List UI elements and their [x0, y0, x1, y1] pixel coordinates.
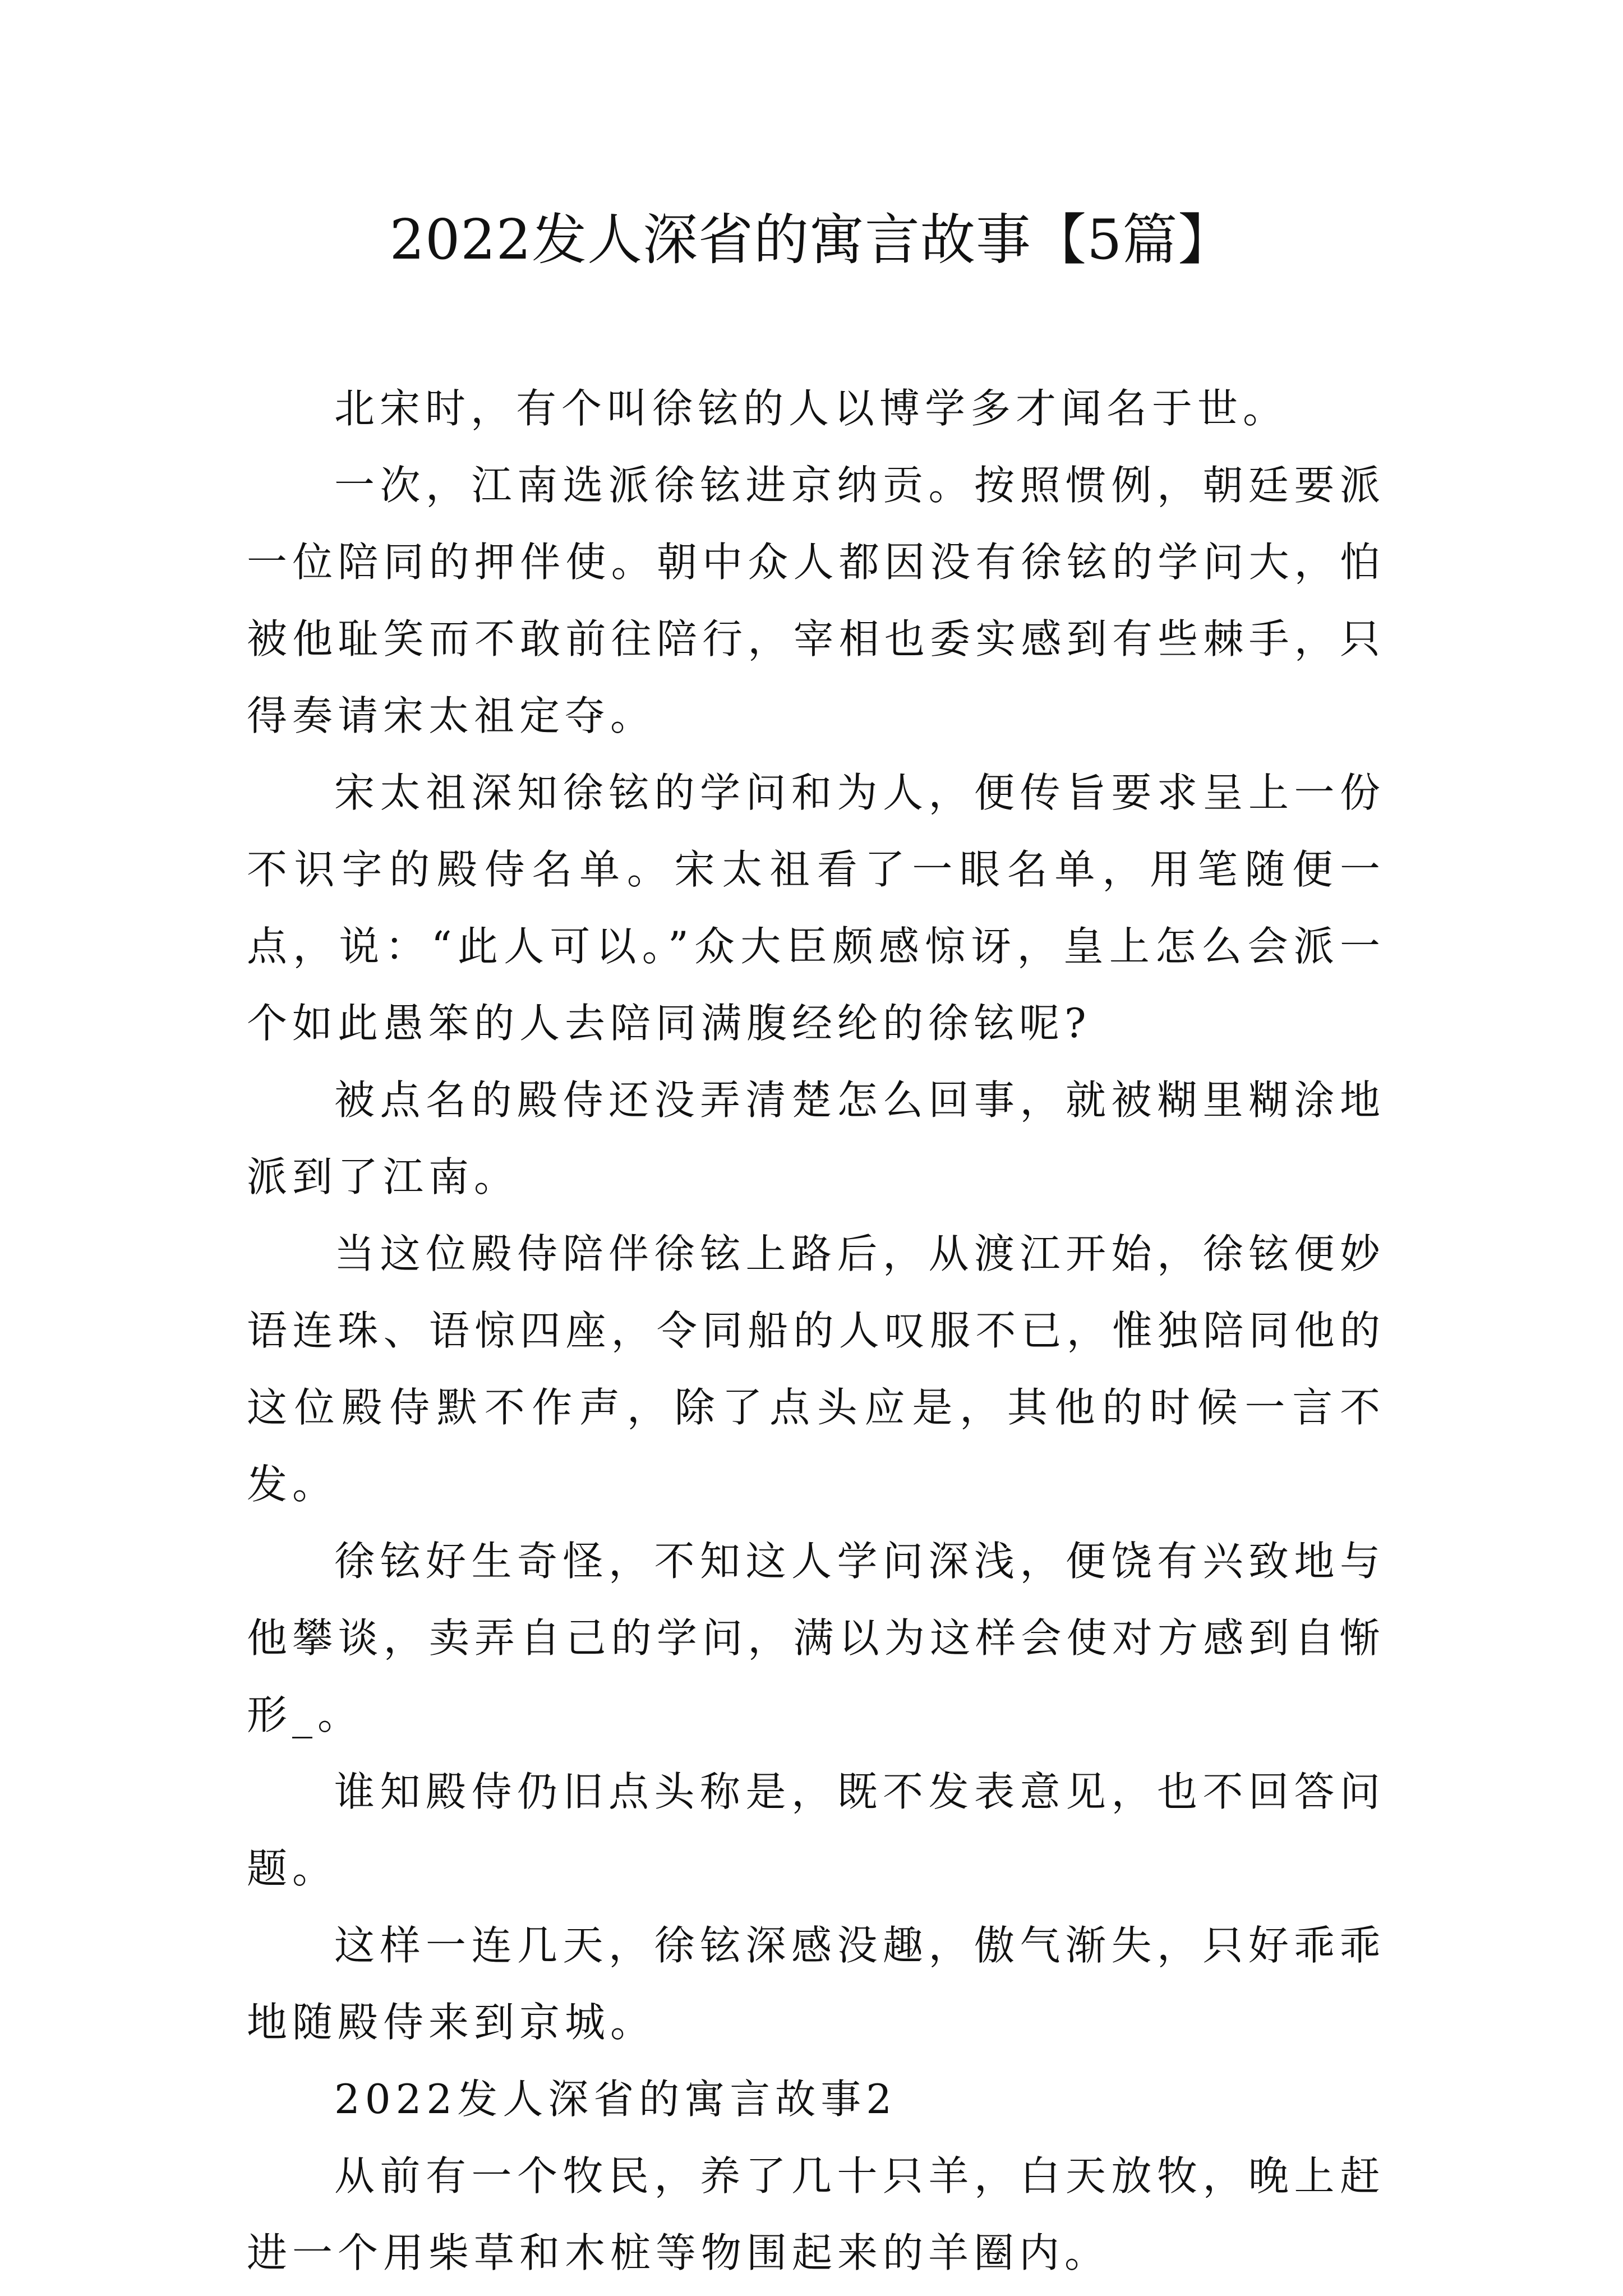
- paragraph: 从前有一个牧民，养了几十只羊，白天放牧，晚上赶进一个用柴草和木桩等物围起来的羊圈内。: [247, 2152, 1385, 2276]
- document-title: 2022发人深省的寓言故事【5篇】: [389, 208, 1234, 272]
- paragraph: 被点名的殿侍还没弄清楚怎么回事，就被糊里糊涂地派到了江南。: [247, 1076, 1385, 1200]
- paragraph: 一次，江南选派徐铉进京纳贡。按照惯例，朝廷要派一位陪同的押伴使。朝中众人都因没有徐铉的学问大，怕被他耻笑而不敢前往陪行，宰相也委实感到有些棘手，只得奏请宋太祖定夺。: [247, 462, 1385, 739]
- document-body: [247, 370, 1385, 2292]
- paragraph: 谁知殿侍仍旧点头称是，既不发表意见，也不回答问题。: [247, 1768, 1385, 1892]
- section-heading: 2022发人深省的寓言故事2: [334, 2076, 897, 2123]
- paragraph: 这样一连几天，徐铉深感没趣，傲气渐失，只好乖乖地随殿侍来到京城。: [247, 1922, 1385, 2046]
- paragraph: 宋太祖深知徐铉的学问和为人，便传旨要求呈上一份不识字的殿侍名单。宋太祖看了一眼名单，用笔随便一点，说：“此人可以。”众大臣颇感惊讶，皇上怎么会派一个如此愚笨的人去陪同满腹经纶的徐铉呢?: [247, 769, 1385, 1047]
- paragraph: 徐铉好生奇怪，不知这人学问深浅，便饶有兴致地与他攀谈，卖弄自己的学问，满以为这样会使对方感到自惭形_。: [247, 1538, 1385, 1738]
- paragraph: 北宋时，有个叫徐铉的人以博学多才闻名于世。: [334, 385, 1289, 432]
- paragraph: 当这位殿侍陪伴徐铉上路后，从渡江开始，徐铉便妙语连珠、语惊四座，令同船的人叹服不已，惟独陪同他的这位殿侍默不作声，除了点头应是，其他的时候一言不发。: [247, 1230, 1385, 1508]
